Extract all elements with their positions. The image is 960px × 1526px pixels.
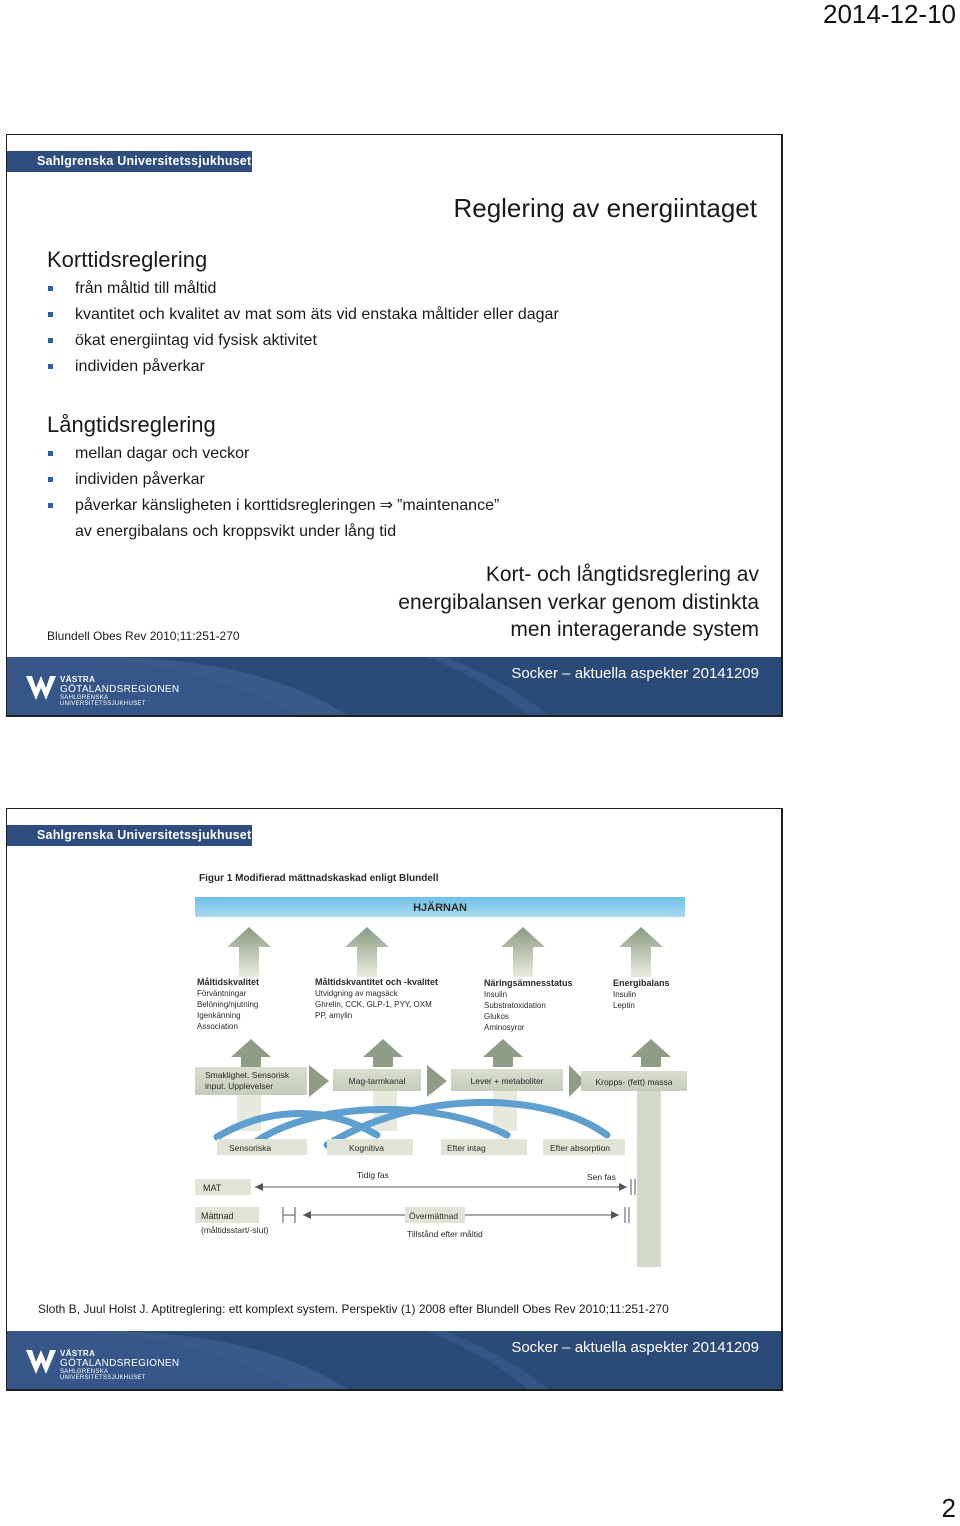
late-phase-label: Sen fas [587, 1172, 616, 1182]
signal-arrows-mid [231, 1039, 671, 1067]
phase-label: Sensoriska [229, 1143, 272, 1153]
vgr-logo [24, 670, 194, 707]
short-term-list [47, 276, 559, 380]
column-line: Ghrelin, CCK, GLP-1, PYY, OXM [315, 1000, 432, 1009]
page-date: 2014-12-10 [823, 0, 956, 29]
signal-arrows-top [227, 927, 663, 977]
column-heading: Måltidskvalitet [197, 977, 260, 987]
slide-1 [6, 134, 783, 717]
summary-line: Kort- och långtidsreglering av [485, 563, 759, 586]
stage-label: input. Upplevelser [205, 1081, 274, 1091]
brain-label: HJÄRNAN [413, 902, 467, 914]
long-term-heading: Långtidsreglering [47, 412, 216, 437]
list-item: individen påverkar [47, 467, 499, 493]
feedback-curves [217, 1102, 607, 1145]
up-arrow-icon [501, 927, 545, 977]
up-arrow-icon [227, 927, 271, 977]
up-arrow-icon [345, 927, 389, 977]
slide-title: Reglering av energiintaget [453, 193, 757, 223]
summary-line: men interagerande system [510, 618, 759, 641]
logo-text: SAHLGRENSKA UNIVERSITETSSJUKHUSET [60, 695, 146, 707]
up-arrow-icon [619, 927, 663, 977]
body-mass-column [637, 1091, 661, 1267]
figure-title: Figur 1 Modifierad mättnadskaskad enligt Blundell [199, 873, 439, 884]
implies-arrow-icon: ⇒ [379, 497, 394, 514]
citation: Blundell Obes Rev 2010;11:251-270 [47, 629, 240, 643]
up-arrow-icon [631, 1039, 671, 1067]
column-line: Förväntningar [197, 989, 247, 998]
phase-label: Efter intag [447, 1143, 486, 1153]
column-line: PP, amylin [315, 1011, 353, 1020]
short-term-heading: Korttidsreglering [47, 247, 208, 272]
summary-line: energibalansen verkar genom distinkta [398, 590, 759, 614]
column-line: Substratoxidation [484, 1001, 546, 1010]
column-line: Insulin [484, 990, 508, 999]
stage-label: Mag-tarmkanal [348, 1076, 406, 1086]
right-arrow-icon [309, 1065, 329, 1097]
early-phase-label: Tidig fas [357, 1170, 389, 1180]
column-line: Igenkänning [197, 1011, 241, 1020]
summary-statement [319, 561, 759, 644]
column-line: Leptin [613, 1001, 635, 1010]
slide-footer [7, 1331, 781, 1389]
up-arrow-icon [483, 1039, 523, 1067]
timeline [195, 1170, 635, 1239]
list-item [47, 493, 499, 519]
long-term-list [47, 441, 499, 545]
column-heading: Energibalans [613, 978, 670, 988]
stage-row [195, 1065, 687, 1097]
logo-text: SAHLGRENSKA UNIVERSITETSSJUKHUSET [60, 1369, 146, 1381]
logo-text: VÄSTRA [60, 675, 96, 684]
stage-label: Kropps- (fett) massa [595, 1077, 673, 1087]
slide-footer [7, 657, 781, 715]
list-item: kvantitet och kvalitet av mat som äts vid enstaka måltider eller dagar [47, 302, 559, 328]
column-line: Association [197, 1022, 238, 1031]
column-heading: Näringsämnesstatus [484, 978, 573, 988]
phase-label: Kognitiva [349, 1143, 384, 1153]
column-line: Insulin [613, 990, 637, 999]
column-heading: Måltidskvantitet och -kvalitet [315, 977, 439, 987]
list-item-continuation: av energibalans och kroppsvikt under lång tid [75, 523, 397, 540]
food-label: MAT [203, 1183, 222, 1193]
list-item-text: påverkar känsligheten i korttidsregleringen [75, 497, 376, 514]
list-item: från måltid till måltid [47, 276, 559, 302]
page-number: 2 [941, 1493, 956, 1523]
hospital-banner: Sahlgrenska Universitetssjukhuset [7, 151, 252, 172]
oversatiety-sublabel: Tillstånd efter måltid [407, 1229, 483, 1239]
column-line: Belöning/njutning [197, 1000, 259, 1009]
footer-text: Socker – aktuella aspekter 20141209 [511, 1339, 759, 1356]
figure-caption: Sloth B, Juul Holst J. Aptitreglering: ett komplext system. Perspektiv (1) 2008 efter Blundell Obes Rev 2010;11:251-270 [38, 1302, 669, 1316]
maintenance-term: ”maintenance” [397, 497, 500, 514]
column-line: Glukos [484, 1012, 509, 1021]
list-item: individen påverkar [47, 354, 559, 380]
list-item: ökat energiintag vid fysisk aktivitet [47, 328, 559, 354]
signal-columns [197, 977, 670, 1032]
logo-text: GÖTALANDSREGIONEN [60, 684, 180, 695]
logo-text: VÄSTRA [60, 1349, 96, 1358]
stage-label: Lever + metaboliter [470, 1076, 544, 1086]
logo-text: GÖTALANDSREGIONEN [60, 1358, 180, 1369]
right-arrow-icon [427, 1065, 447, 1097]
column-line: Utvidgning av magsäck [315, 989, 398, 998]
up-arrow-icon [231, 1039, 271, 1067]
hospital-banner: Sahlgrenska Universitetssjukhuset [7, 825, 252, 846]
footer-text: Socker – aktuella aspekter 20141209 [511, 665, 759, 682]
satiety-sublabel: (måltidsstart/-slut) [201, 1225, 269, 1235]
up-arrow-icon [363, 1039, 403, 1067]
stage-label: Smaklighet. Sensorisk [205, 1070, 290, 1080]
list-item: mellan dagar och veckor [47, 441, 499, 467]
oversatiety-label: Övermättnad [409, 1211, 459, 1221]
column-line: Aminosyror [484, 1023, 525, 1032]
satiety-cascade-diagram [177, 869, 697, 1269]
slide-2 [6, 808, 783, 1391]
phase-row [217, 1139, 625, 1155]
phase-label: Efter absorption [550, 1143, 611, 1153]
vgr-logo [24, 1344, 194, 1381]
vgr-logo-icon [24, 1344, 58, 1378]
vgr-logo-icon [24, 670, 58, 704]
satiety-label: Mättnad [201, 1211, 234, 1221]
